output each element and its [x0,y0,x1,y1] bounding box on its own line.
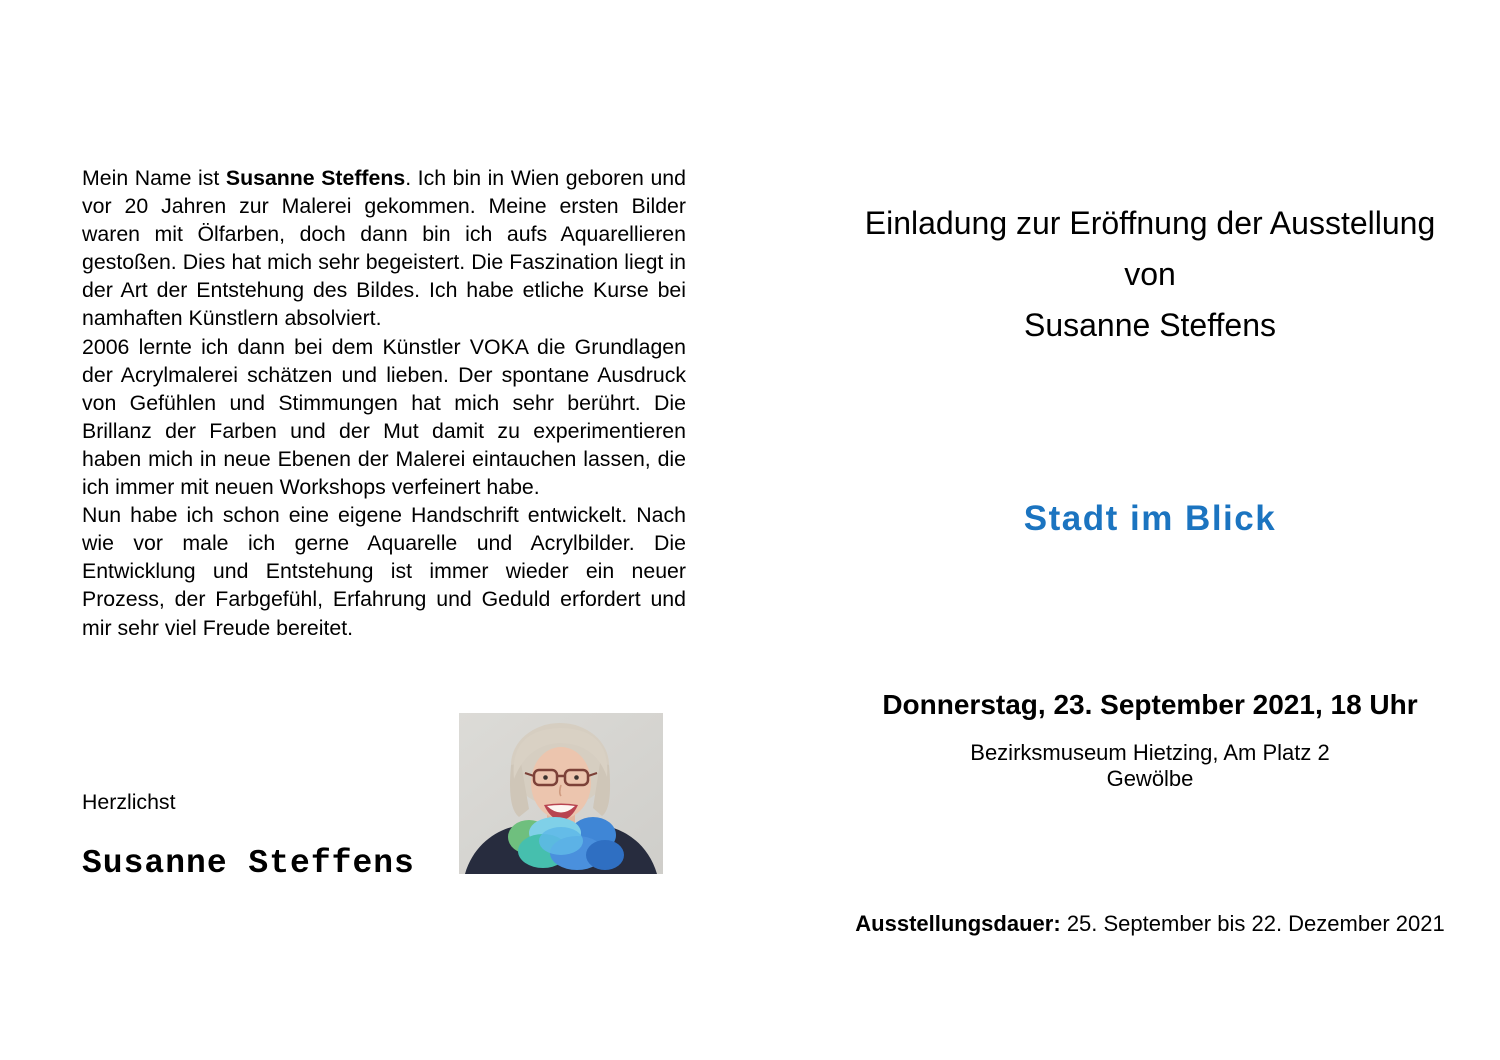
bio-line: der Acrylmalerei schätzen und lieben. Der spontane Ausdruck [82,362,686,387]
venue-line2: Gewölbe [1106,766,1194,791]
bio-line: Nun habe ich schon eine eigene Handschrift entwickelt. Nach [82,503,686,528]
bio-line: Mein Name ist Susanne Steffens. Ich bin in Wien geboren und [82,166,686,190]
closing-text: Herzlichst [82,790,176,814]
invitation-header-line3: Susanne Steffens [1023,307,1277,343]
signature-text: Susanne Steffens [82,845,415,882]
portrait-photo [459,713,663,874]
portrait-illustration [459,713,663,874]
invitation-panel [800,0,1500,1060]
invitation-header-line1: Einladung zur Eröffnung der Ausstellung [864,205,1436,241]
bio-line: ich immer mit neuen Workshops verfeinert habe. [82,475,540,500]
bio-line: Entwicklung und Entstehung ist immer wieder ein neuer [82,559,686,584]
duration-label: Ausstellungsdauer: [855,911,1061,936]
bio-line: namhaften Künstlern absolviert. [82,306,382,331]
exhibition-title: Stadt im Blick [1023,499,1277,538]
duration-value: 25. September bis 22. Dezember 2021 [1066,911,1445,936]
bio-line: waren mit Ölfarben, doch dann bin ich aufs Aquarellieren [82,222,686,247]
bio-line: gestoßen. Dies hat mich sehr begeistert. Die Faszination liegt in [82,250,686,275]
bio-line: von Gefühlen und Stimmungen hat mich sehr berührt. Die [82,390,686,415]
bio-line: vor 20 Jahren zur Malerei gekommen. Meine ersten Bilder [82,194,686,219]
bio-line: wie vor male ich gerne Aquarelle und Acrylbilder. Die [82,531,686,556]
exhibition-duration [800,913,1500,935]
event-date-line: Donnerstag, 23. September 2021, 18 Uhr [882,689,1418,720]
venue-line1: Bezirksmuseum Hietzing, Am Platz 2 [970,740,1330,765]
bio-line: der Art der Entstehung des Bildes. Ich habe etliche Kurse bei [82,278,686,303]
bio-line: mir sehr viel Freude bereitet. [82,615,354,640]
bio-line: 2006 lernte ich dann bei dem Künstler VOKA die Grundlagen [82,334,686,359]
bio-line: haben mich in neue Ebenen der Malerei eintauchen lassen, die [82,446,686,471]
bio-line: Brillanz der Farben und der Mut damit zu experimentieren [82,418,686,443]
bio-text [82,164,686,642]
bio-line: Prozess, der Farbgefühl, Erfahrung und Geduld erfordert und [82,587,686,612]
invitation-header-line2: von [1124,256,1176,292]
